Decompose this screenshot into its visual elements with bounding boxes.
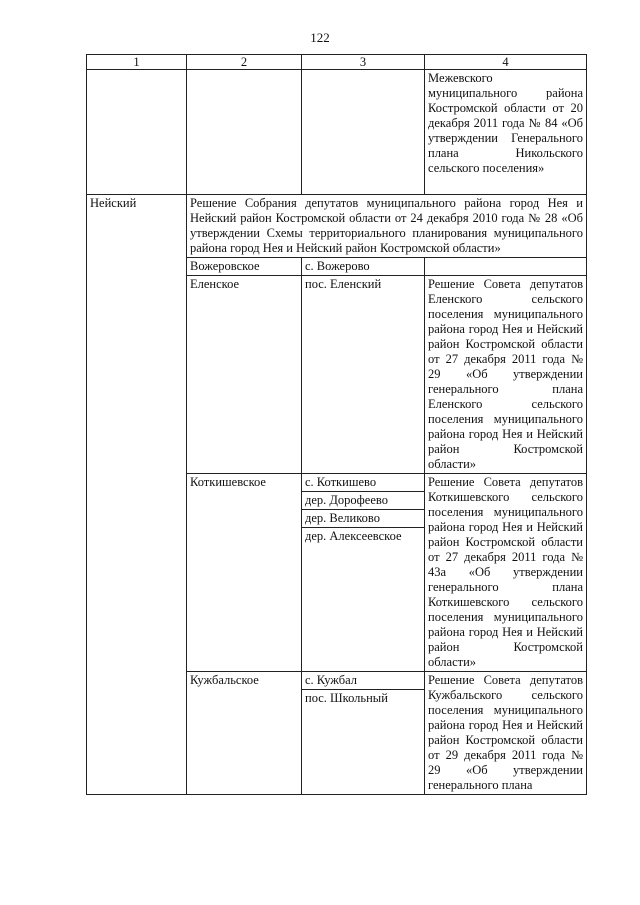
district-decision-cell: Решение Собрания депутатов муниципального района город Нея и Нейский район Костромской области от 24 декабря 2010 года № 28 «Об утверждении Схемы территориального планирования муниципального района город Нея и Нейский район Костромской области» [187,195,587,258]
places-cell [302,672,425,795]
decision-cell: Решение Совета депутатов Кужбальского сельского поселения муниципального района город Нея и Нейский район Костромской области от 29 декабря 2011 года № 29 «Об утверждении генерального плана [425,672,587,795]
decision-cell: Решение Совета депутатов Коткишевского сельского поселения муниципального района город Нея и Нейский район Костромской области от 27 декабря 2011 года № 43а «Об утверждении генерального плана Коткишевского сельского поселения муниципального района город Нея и Нейский район Костромской области» [425,474,587,672]
place-item: с. Кужбал [302,672,424,690]
page-number: 122 [310,30,330,45]
header-cell-1: 1 [87,55,187,70]
table-row [87,195,587,258]
settlement-cell: Коткишевское [187,474,302,672]
decision-cell [425,258,587,276]
table-header-row [87,55,587,70]
places-cell [302,474,425,672]
settlements-table [86,54,587,795]
district-cell: Нейский [87,195,187,795]
header-cell-3: 3 [302,55,425,70]
decision-cell: Решение Совета депутатов Еленского сельского поселения муниципального района город Нея и Нейский район Костромской области от 27 декабря 2011 года № 29 «Об утверждении генерального плана Еленского сельского поселения муниципального района город Нея и Нейский район Костромской области» [425,276,587,474]
place-cell: пос. Еленский [302,276,425,474]
place-item: дер. Дорофеево [302,492,424,510]
table-row [87,70,587,195]
settlement-cell: Вожеровское [187,258,302,276]
place-item: дер. Алексеевское [305,529,402,543]
district-cell [87,70,187,195]
header-cell-2: 2 [187,55,302,70]
place-item: дер. Великово [302,510,424,528]
settlement-cell [187,70,302,195]
places-cell [302,70,425,195]
place-cell: с. Вожерово [302,258,425,276]
place-item: с. Коткишево [302,474,424,492]
header-cell-4: 4 [425,55,587,70]
place-item: пос. Школьный [305,691,388,705]
settlement-cell: Еленское [187,276,302,474]
settlement-cell: Кужбальское [187,672,302,795]
decision-cell: Межевского муниципального района Костромской области от 20 декабря 2011 года № 84 «Об утверждении Генерального плана Никольского сельского поселения» [425,70,587,195]
